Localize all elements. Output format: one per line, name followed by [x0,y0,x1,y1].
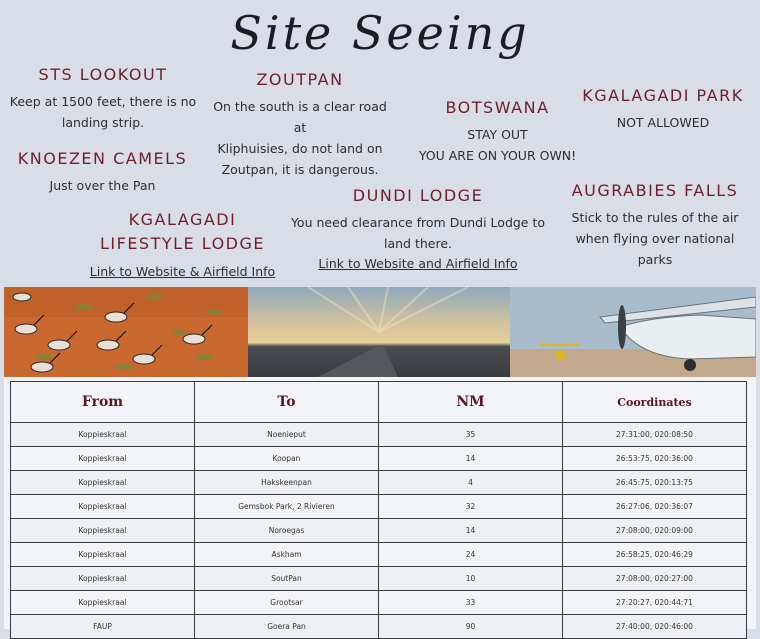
table-cell-from: Koppieskraal [11,447,195,471]
kgalagadi-lifestyle-lodge-section [85,208,280,282]
table-cell-from: Koppieskraal [11,567,195,591]
augrabies-falls-section [560,181,750,270]
knoezen-camels-text: Just over the Pan [49,178,156,193]
botswana-section [410,98,585,166]
table-cell-from: Koppieskraal [11,495,195,519]
sts-lookout-section [8,65,198,133]
table-cell-nm: 4 [379,471,563,495]
table-cell-nm: 10 [379,567,563,591]
table-cell-nm: 90 [379,615,563,639]
table-cell-coordinates: 26:58:25, 020:46:29 [563,543,747,567]
table-cell-to: Grootsar [195,591,379,615]
zoutpan-section [205,70,395,180]
distance-table [10,381,747,639]
table-cell-from: Koppieskraal [11,543,195,567]
kgalagadi-lifestyle-lodge-link[interactable]: Link to Website & Airfield Info [89,264,276,279]
dundi-lodge-heading: DUNDI LODGE [352,186,484,205]
table-cell-coordinates: 26:27:06, 020:36:07 [563,495,747,519]
table-cell-coordinates: 27:08:00, 020:09:00 [563,519,747,543]
table-cell-to: Askham [195,543,379,567]
table-cell-to: Gemsbok Park, 2 Rivieren [195,495,379,519]
augrabies-falls-text: Stick to the rules of the air when flying over national parks [571,210,739,267]
photo-strip [4,287,756,377]
table-cell-nm: 35 [379,423,563,447]
table-row [11,423,747,447]
table-cell-from: FAUP [11,615,195,639]
table-cell-nm: 24 [379,543,563,567]
table-cell-coordinates: 27:31:00, 020:08:50 [563,423,747,447]
table-cell-coordinates: 27:20:27, 020:44:71 [563,591,747,615]
table-body [11,423,747,639]
table-cell-coordinates: 27:40:00, 020:46:00 [563,615,747,639]
knoezen-camels-section [10,149,195,196]
column-header-coordinates: Coordinates [563,382,747,423]
aircraft-photo [510,287,756,377]
sts-lookout-heading: STS LOOKOUT [38,65,168,84]
table-cell-from: Koppieskraal [11,471,195,495]
table-cell-nm: 14 [379,519,563,543]
kgalagadi-lifestyle-lodge-heading: KGALAGADI LIFESTYLE LODGE [99,210,266,253]
kgalagadi-park-heading: KGALAGADI PARK [582,86,744,105]
sts-lookout-text: Keep at 1500 feet, there is no landing strip. [9,94,197,130]
table-cell-nm: 33 [379,591,563,615]
kgalagadi-park-text: NOT ALLOWED [616,115,710,130]
dundi-lodge-link[interactable]: Link to Website and Airfield Info [318,256,518,271]
augrabies-falls-heading: AUGRABIES FALLS [571,181,739,200]
table-cell-to: Noroegas [195,519,379,543]
table-cell-coordinates: 26:45:75, 020:13:75 [563,471,747,495]
table-cell-nm: 14 [379,447,563,471]
zoutpan-heading: ZOUTPAN [256,70,344,89]
botswana-text: STAY OUT YOU ARE ON YOUR OWN! [418,127,577,163]
zoutpan-text: On the south is a clear road at Kliphuisies, do not land on Zoutpan, it is dangerous. [213,99,387,177]
table-row [11,543,747,567]
table-row [11,591,747,615]
table-row [11,471,747,495]
table-cell-nm: 32 [379,495,563,519]
table-cell-coordinates: 27:08:00, 020:27:00 [563,567,747,591]
table-cell-to: Noenieput [195,423,379,447]
table-row [11,567,747,591]
column-header-nm: NM [379,382,563,423]
botswana-heading: BOTSWANA [445,98,550,117]
oryx-herd-photo [4,287,248,377]
kgalagadi-park-section [578,86,748,133]
table-cell-from: Koppieskraal [11,423,195,447]
dundi-lodge-section [288,186,548,274]
table-row [11,495,747,519]
distance-table-panel [4,377,756,629]
table-cell-to: Goera Pan [195,615,379,639]
desert-sunset-photo [248,287,510,377]
table-cell-to: SoutPan [195,567,379,591]
dundi-lodge-text: You need clearance from Dundi Lodge to land there. [290,215,546,251]
table-cell-to: Koopan [195,447,379,471]
table-header-row [11,382,747,423]
table-cell-from: Koppieskraal [11,591,195,615]
table-cell-coordinates: 26:53:75, 020:36:00 [563,447,747,471]
table-row [11,519,747,543]
knoezen-camels-heading: KNOEZEN CAMELS [17,149,188,168]
table-cell-to: Hakskeenpan [195,471,379,495]
table-row [11,447,747,471]
column-header-from: From [11,382,195,423]
column-header-to: To [195,382,379,423]
table-cell-from: Koppieskraal [11,519,195,543]
page-title: Site Seeing [230,6,530,60]
